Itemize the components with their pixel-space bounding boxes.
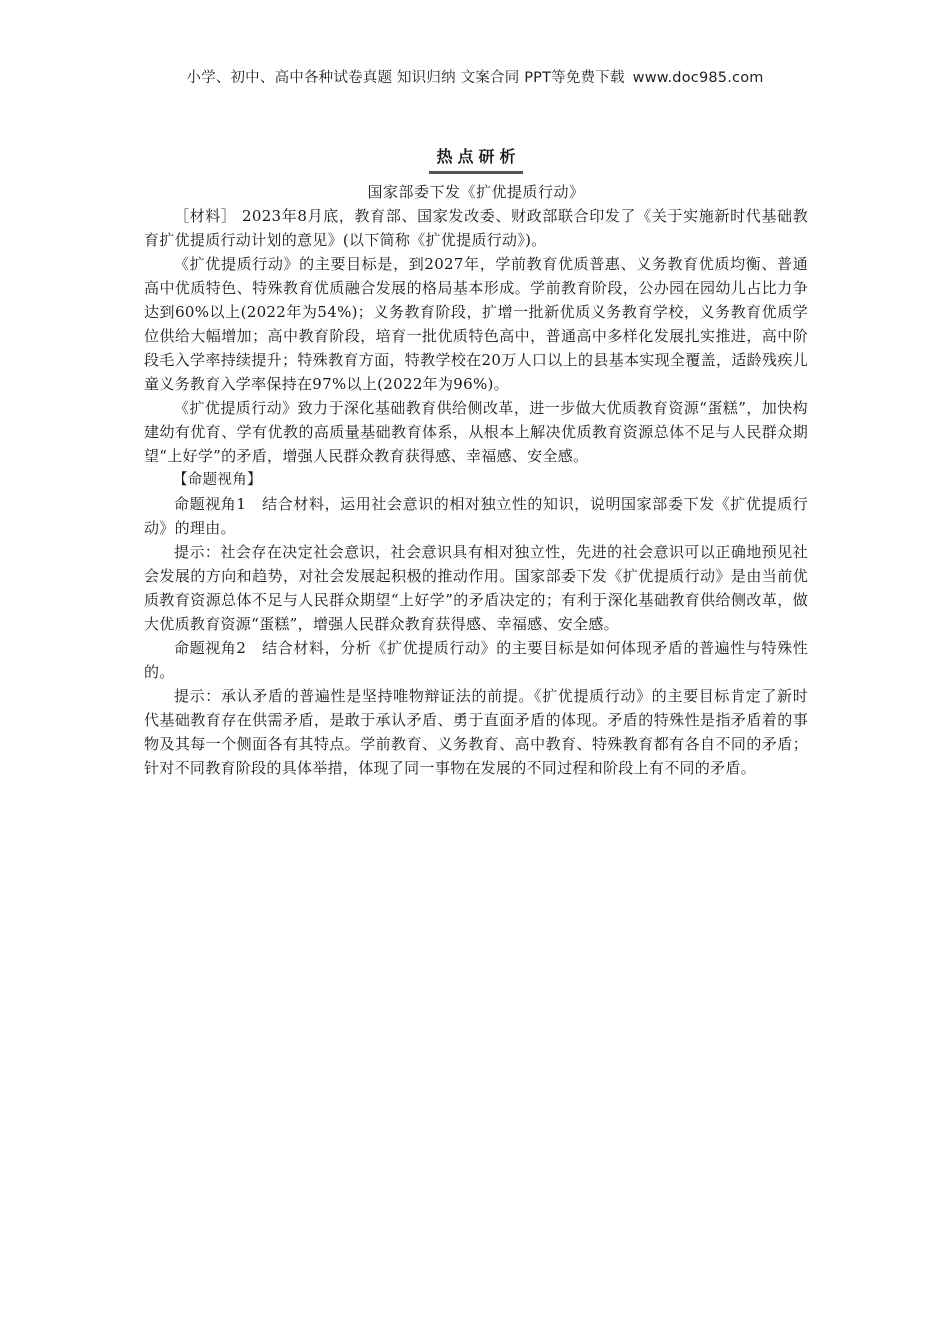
question-1: 命题视角1 结合材料，运用社会意识的相对独立性的知识，说明国家部委下发《扩优提质行动》的理由。 — [144, 495, 808, 537]
document-body — [144, 146, 808, 780]
header-text: 小学、初中、高中各种试卷真题 知识归纳 文案合同 PPT等免费下载 — [186, 70, 625, 86]
article-title: 国家部委下发《扩优提质行动》 — [367, 183, 585, 201]
question-heading: 【命题视角】 — [173, 472, 262, 488]
question-2: 命题视角2 结合材料，分析《扩优提质行动》的主要目标是如何体现矛盾的普遍性与特殊性的。 — [144, 639, 808, 681]
paragraph-material: ［材料］ 2023年8月底，教育部、国家发改委、财政部联合印发了《关于实施新时代基础教育扩优提质行动计划的意见》(以下简称《扩优提质行动》)。 — [144, 207, 808, 249]
paragraph-goals: 《扩优提质行动》的主要目标是，到2027年，学前教育优质普惠、义务教育优质均衡、普通高中优质特色、特殊教育优质融合发展的格局基本形成。学前教育阶段，公办园在园幼儿占比力争达到60%以上(2022年为54%)；义务教育阶段，扩增一批新优质义务教育学校，义务教育优质学位供给大幅增加；高中教育阶段，培育一批优质特色高中，普通高中多样化发展扎实推进，高中阶段毛入学率持续提升；特殊教育方面，特教学校在20万人口以上的县基本实现全覆盖，适龄残疾儿童义务教育入学率保持在97%以上(2022年为96%)。 — [144, 255, 808, 393]
page-header — [0, 66, 950, 87]
header-url[interactable]: www.doc985.com — [632, 70, 764, 86]
answer-1: 提示：社会存在决定社会意识，社会意识具有相对独立性，先进的社会意识可以正确地预见社会发展的方向和趋势，对社会发展起积极的推动作用。国家部委下发《扩优提质行动》是由当前优质教育资源总体不足与人民群众期望“上好学”的矛盾决定的；有利于深化基础教育供给侧改革，做大优质教育资源“蛋糕”，增强人民群众教育获得感、幸福感、安全感。 — [144, 543, 808, 633]
paragraph-purpose: 《扩优提质行动》致力于深化基础教育供给侧改革，进一步做大优质教育资源“蛋糕”，加快构建幼有优育、学有优教的高质量基础教育体系，从根本上解决优质教育资源总体不足与人民群众期望“上好学”的矛盾，增强人民群众教育获得感、幸福感、安全感。 — [144, 399, 808, 465]
section-title-text: 热点研析 — [429, 146, 522, 174]
section-title — [144, 146, 808, 172]
answer-2: 提示：承认矛盾的普遍性是坚持唯物辩证法的前提。《扩优提质行动》的主要目标肯定了新时代基础教育存在供需矛盾，是敢于承认矛盾、勇于直面矛盾的体现。矛盾的特殊性是指矛盾着的事物及其每一个侧面各有其特点。学前教育、义务教育、高中教育、特殊教育都有各自不同的矛盾；针对不同教育阶段的具体举措，体现了同一事物在发展的不同过程和阶段上有不同的矛盾。 — [144, 687, 808, 777]
